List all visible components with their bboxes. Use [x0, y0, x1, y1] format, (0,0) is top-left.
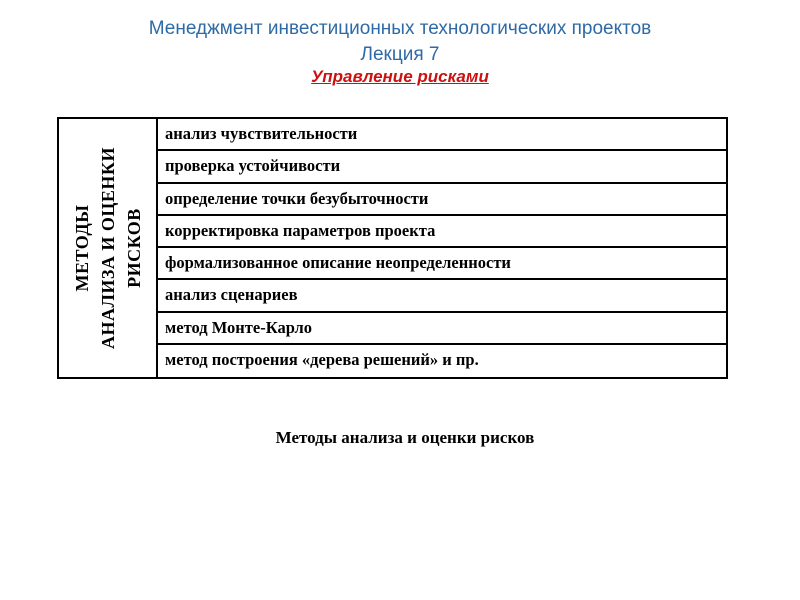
vertical-header-line-1: МЕТОДЫ [71, 204, 92, 292]
method-row: корректировка параметров проекта [158, 216, 726, 248]
vertical-header-text [69, 123, 147, 373]
method-row: метод Монте-Карло [158, 313, 726, 345]
method-row: определение точки безубыточности [158, 184, 726, 216]
vertical-header-line-3: РИСКОВ [123, 208, 144, 288]
method-row: формализованное описание неопределенности [158, 248, 726, 280]
methods-table [57, 117, 728, 379]
lecture-topic [0, 66, 800, 88]
method-row: анализ чувствительности [158, 119, 726, 151]
method-row: метод построения «дерева решений» и пр. [165, 349, 479, 369]
lecture-number: Лекция 7 [360, 44, 440, 65]
vertical-header-line-2: АНАЛИЗА И ОЦЕНКИ [97, 147, 118, 349]
vertical-header-cell [59, 119, 158, 377]
lecture-topic-text: Управление рисками [311, 67, 489, 86]
course-title: Менеджмент инвестиционных технологических проектов [148, 18, 652, 39]
method-row: анализ сценариев [158, 280, 726, 312]
methods-list [158, 119, 726, 377]
method-row: проверка устойчивости [158, 151, 726, 183]
figure-caption: Методы анализа и оценки рисков [275, 428, 535, 447]
